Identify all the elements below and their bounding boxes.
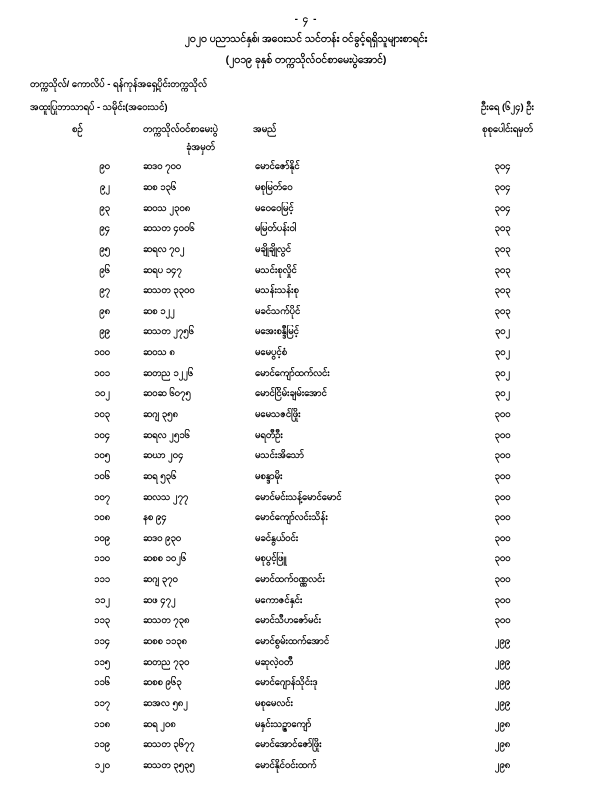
roll-number-cell: ဆရ ၅၃၆ xyxy=(143,470,177,482)
table-row xyxy=(0,508,612,529)
marks-cell: ၃၀၃ xyxy=(494,243,511,255)
university-line: တက္ကသိုလ်/ ကောလိပ် - ရန်ကုန်အရှေ့ပိုင်းတက္ကသိုလ် xyxy=(30,79,207,90)
serial-cell: ၁၀၂ xyxy=(94,388,110,400)
name-cell: မောင်ဇော်နိုင် xyxy=(255,161,300,173)
roll-number-cell: ဆစစ ၉၆၃ xyxy=(143,677,182,689)
document-title: ၂၀၂၀ ပညာသင်နှစ်၊ အဝေးသင် သင်တန်း ဝင်ခွင့်ရရှိသူများစာရင်း xyxy=(184,33,428,45)
marks-cell: ၂၉၈ xyxy=(494,739,511,751)
roll-number-cell: ဆစ ၁၃၆ xyxy=(143,181,177,193)
marks-cell: ၃၀၀ xyxy=(494,512,511,524)
name-cell: မနှင်းသဉ္ဇာကျော် xyxy=(255,718,312,730)
marks-cell: ၂၉၉ xyxy=(494,697,511,709)
name-cell: မောင်စွမ်းထက်အောင် xyxy=(255,636,330,648)
serial-cell: ၉၂ xyxy=(99,181,110,193)
roll-number-cell: ဆတည ၇၃၀ xyxy=(143,656,190,668)
roll-number-cell: ဆဒဝ ၇၀၀ xyxy=(143,161,182,173)
marks-cell: ၃၀၄ xyxy=(494,161,511,173)
serial-cell: ၁၀၇ xyxy=(93,491,110,503)
marks-cell: ၃၀၀ xyxy=(494,429,511,441)
table-row xyxy=(0,735,612,756)
name-cell: မချိုချိုလွင် xyxy=(255,243,292,255)
roll-number-cell: ဆရလ ၇၀၂ xyxy=(143,243,185,255)
serial-cell: ၁၁၇ xyxy=(93,697,110,709)
total-count-label: ဦးရေ (၆၂၄) ဦး xyxy=(481,102,534,113)
table-row xyxy=(0,425,612,446)
roll-number-cell: ဆစစ ၁၁၃၈ xyxy=(143,636,187,648)
serial-cell: ၁၀၁ xyxy=(93,367,110,379)
marks-cell: ၃၀၃ xyxy=(494,285,511,297)
serial-cell: ၁၀၈ xyxy=(93,512,110,524)
marks-cell: ၃၀၄ xyxy=(494,202,511,214)
name-cell: မောင်ဂျောန်သိုင်းဒု xyxy=(255,677,318,689)
name-cell: မောင်နိုင်ဝင်းထက် xyxy=(255,759,317,771)
marks-cell: ၂၉၉ xyxy=(494,636,511,648)
name-cell: မောင်အောင်ဇော်ဖြိုး xyxy=(255,739,322,751)
roll-number-cell: ဆတည ၁၂၂၆ xyxy=(143,367,194,379)
table-row xyxy=(0,632,612,653)
roll-number-cell: ဆရလ ၂၅၁၆ xyxy=(143,429,190,441)
serial-cell: ၁၀၆ xyxy=(93,470,110,482)
serial-cell: ၉၃ xyxy=(99,202,110,214)
table-row xyxy=(0,260,612,281)
marks-cell: ၃၀၀ xyxy=(494,450,511,462)
serial-cell: ၉၅ xyxy=(99,243,110,255)
roll-number-cell: ဆဃာ ၂၀၄ xyxy=(143,450,184,462)
name-cell: မသန်းသန်းစု xyxy=(255,285,299,297)
roll-number-cell: ဆရ ၂၀၈ xyxy=(143,718,176,730)
serial-cell: ၁၁၉ xyxy=(93,739,110,751)
header-roll-line1: တက္ကသိုလ်ဝင်စာမေးပွဲ xyxy=(143,124,218,135)
serial-cell: ၁၁၀ xyxy=(93,553,110,565)
table-row xyxy=(0,157,612,178)
roll-number-cell: ဆရပ ၁၄၇ xyxy=(143,264,182,276)
table-row xyxy=(0,198,612,219)
table-row xyxy=(0,219,612,240)
table-row xyxy=(0,714,612,735)
table-row xyxy=(0,487,612,508)
table-row xyxy=(0,178,612,199)
serial-cell: ၁၁၄ xyxy=(93,636,110,648)
serial-cell: ၁၁၆ xyxy=(93,677,110,689)
name-cell: မသင်းအိသော် xyxy=(255,450,304,462)
table-row xyxy=(0,405,612,426)
name-cell: မစုပွင့်ဖြူ xyxy=(255,553,287,565)
name-cell: မောင်သီဟဇော်မင်း xyxy=(255,615,322,627)
marks-cell: ၂၉၈ xyxy=(494,718,511,730)
table-row xyxy=(0,384,612,405)
name-cell: မအေးစန္ဒီမြင့် xyxy=(255,326,299,338)
name-cell: မောင်ကျော်ထက်လင်း xyxy=(255,367,330,379)
serial-cell: ၉၇ xyxy=(99,285,110,297)
marks-cell: ၃၀၂ xyxy=(494,347,511,359)
table-row xyxy=(0,652,612,673)
table-row xyxy=(0,240,612,261)
marks-cell: ၃၀၀ xyxy=(494,615,511,627)
marks-cell: ၃၀၀ xyxy=(494,532,511,544)
table-row xyxy=(0,590,612,611)
roll-number-cell: ဆသတ ၂၇၅၆ xyxy=(143,326,194,338)
name-cell: မမေသဇင်ဖြိုး xyxy=(255,409,301,420)
document-subtitle: (၂၀၁၉ ခုနှစ် တက္ကသိုလ်ဝင်စာမေးပွဲအောင်) xyxy=(225,54,387,66)
serial-cell: ၁၀၉ xyxy=(93,532,110,544)
name-cell: မောင်ထက်ဝဏ္ဏလင်း xyxy=(255,574,325,586)
table-row xyxy=(0,611,612,632)
page-number: - ၄ - xyxy=(294,14,318,25)
table-row xyxy=(0,343,612,364)
roll-number-cell: ဆသတ ၄၀၀၆ xyxy=(143,223,195,235)
serial-cell: ၉၈ xyxy=(99,305,110,317)
roll-number-cell: ဆဝသ ၂၃၀၈ xyxy=(143,202,191,214)
name-cell: မဆုလဲ့ဝတီ xyxy=(255,656,294,668)
serial-cell: ၁၁၅ xyxy=(93,656,110,668)
marks-cell: ၃၀၂ xyxy=(494,326,511,338)
table-row xyxy=(0,467,612,488)
roll-number-cell: ဆဂျ ၃၇၀ xyxy=(143,574,178,586)
header-marks: စုစုပေါင်းရမှတ် xyxy=(482,124,533,135)
table-row xyxy=(0,673,612,694)
roll-number-cell: ဆဖ ၄၇၂ xyxy=(143,594,176,606)
marks-cell: ၂၉၈ xyxy=(494,759,511,771)
serial-cell: ၁၁၁ xyxy=(93,574,110,586)
roll-number-cell: ဆသတ ၇၃၈ xyxy=(143,615,190,627)
name-cell: မသင်းစုလှိုင် xyxy=(255,264,297,276)
roll-number-cell: ဆဒဝ ၉၃၀ xyxy=(143,532,182,544)
table-row xyxy=(0,322,612,343)
serial-cell: ၉၄ xyxy=(99,223,110,235)
name-cell: မမြတ်ပန်းဝါ xyxy=(255,223,297,235)
marks-cell: ၂၉၉ xyxy=(494,656,511,668)
serial-cell: ၉၀ xyxy=(99,161,110,173)
marks-cell: ၃၀၀ xyxy=(494,470,511,482)
marks-cell: ၃၀၀ xyxy=(494,594,511,606)
table-row xyxy=(0,756,612,777)
results-table-body xyxy=(0,157,612,776)
table-row xyxy=(0,363,612,384)
major-line: အထူးပြုဘာသာရပ် - သမိုင်း(အဝေးသင်) xyxy=(30,102,168,113)
roll-number-cell: ဆဝဆ ၆၀၇၅ xyxy=(143,388,191,400)
roll-number-cell: ဆသတ ၃၆၇၇ xyxy=(143,739,195,751)
name-cell: မခင်နွယ်ဝင်း xyxy=(255,532,299,544)
table-row xyxy=(0,301,612,322)
serial-cell: ၁၀၀ xyxy=(93,347,110,359)
serial-cell: ၁၀၃ xyxy=(93,409,110,420)
table-row xyxy=(0,529,612,550)
serial-cell: ၁၁၃ xyxy=(93,615,110,627)
name-cell: မမေပွင့်စံ xyxy=(255,347,288,359)
serial-cell: ၁၁၂ xyxy=(94,594,110,606)
roll-number-cell: ဆဝသ ၈ xyxy=(143,347,175,359)
roll-number-cell: ဆစ ၁၂၂ xyxy=(143,305,175,317)
roll-number-cell: ဆအလ ၅၈၂ xyxy=(143,697,188,709)
serial-cell: ၁၁၈ xyxy=(93,718,110,730)
marks-cell: ၃၀၂ xyxy=(494,367,511,379)
marks-cell: ၃၀၀ xyxy=(494,553,511,565)
serial-cell: ၉၉ xyxy=(99,326,110,338)
name-cell: မဝေဝေမြင့် xyxy=(255,202,294,214)
roll-number-cell: ဆသတ ၃၅၃၅ xyxy=(143,759,195,771)
marks-cell: ၃၀၃ xyxy=(494,223,511,235)
header-roll-line2: ခုံအမှတ် xyxy=(186,142,215,153)
table-row xyxy=(0,281,612,302)
name-cell: မခင်သက်ပိုင် xyxy=(255,305,301,317)
name-cell: မစုမြတ်ဝေ xyxy=(255,181,293,193)
marks-cell: ၃၀၃ xyxy=(494,305,511,317)
marks-cell: ၂၉၉ xyxy=(494,677,511,689)
table-row xyxy=(0,549,612,570)
marks-cell: ၃၀၃ xyxy=(494,264,511,276)
roll-number-cell: ဆသတ ၃၃၀၀ xyxy=(143,285,195,297)
roll-number-cell: ဆစစ ၁၀၂၆ xyxy=(143,553,187,565)
header-serial: စဉ် xyxy=(72,124,83,135)
serial-cell: ၉၆ xyxy=(99,264,110,276)
roll-number-cell: နစ ၉၄ xyxy=(143,512,167,524)
roll-number-cell: ဆလသ ၂၇၇ xyxy=(143,491,189,503)
table-row xyxy=(0,694,612,715)
roll-number-cell: ဆဂျ ၃၅၈ xyxy=(143,409,178,420)
marks-cell: ၃၀၀ xyxy=(494,491,511,503)
serial-cell: ၁၀၅ xyxy=(93,450,110,462)
name-cell: မောင်မင်းသန့်မောင်မောင် xyxy=(255,491,342,503)
marks-cell: ၃၀၄ xyxy=(494,181,511,193)
serial-cell: ၁၂၀ xyxy=(94,759,110,771)
name-cell: မကောဇင်နှင်း xyxy=(255,594,303,606)
marks-cell: ၃၀၂ xyxy=(494,388,511,400)
marks-cell: ၃၀၀ xyxy=(494,409,511,420)
name-cell: မောင်ကျော်လင်းသိန်း xyxy=(255,512,328,524)
table-row xyxy=(0,446,612,467)
name-cell: မစန္ဒာမိုး xyxy=(255,470,283,482)
serial-cell: ၁၀၄ xyxy=(93,429,110,441)
name-cell: မရတီဦး xyxy=(255,429,283,441)
name-cell: မစုမေလင်း xyxy=(255,697,293,709)
marks-cell: ၃၀၀ xyxy=(494,574,511,586)
header-name: အမည် xyxy=(253,124,277,135)
name-cell: မောင်ငြိမ်းချမ်းအောင် xyxy=(255,388,327,400)
table-row xyxy=(0,570,612,591)
